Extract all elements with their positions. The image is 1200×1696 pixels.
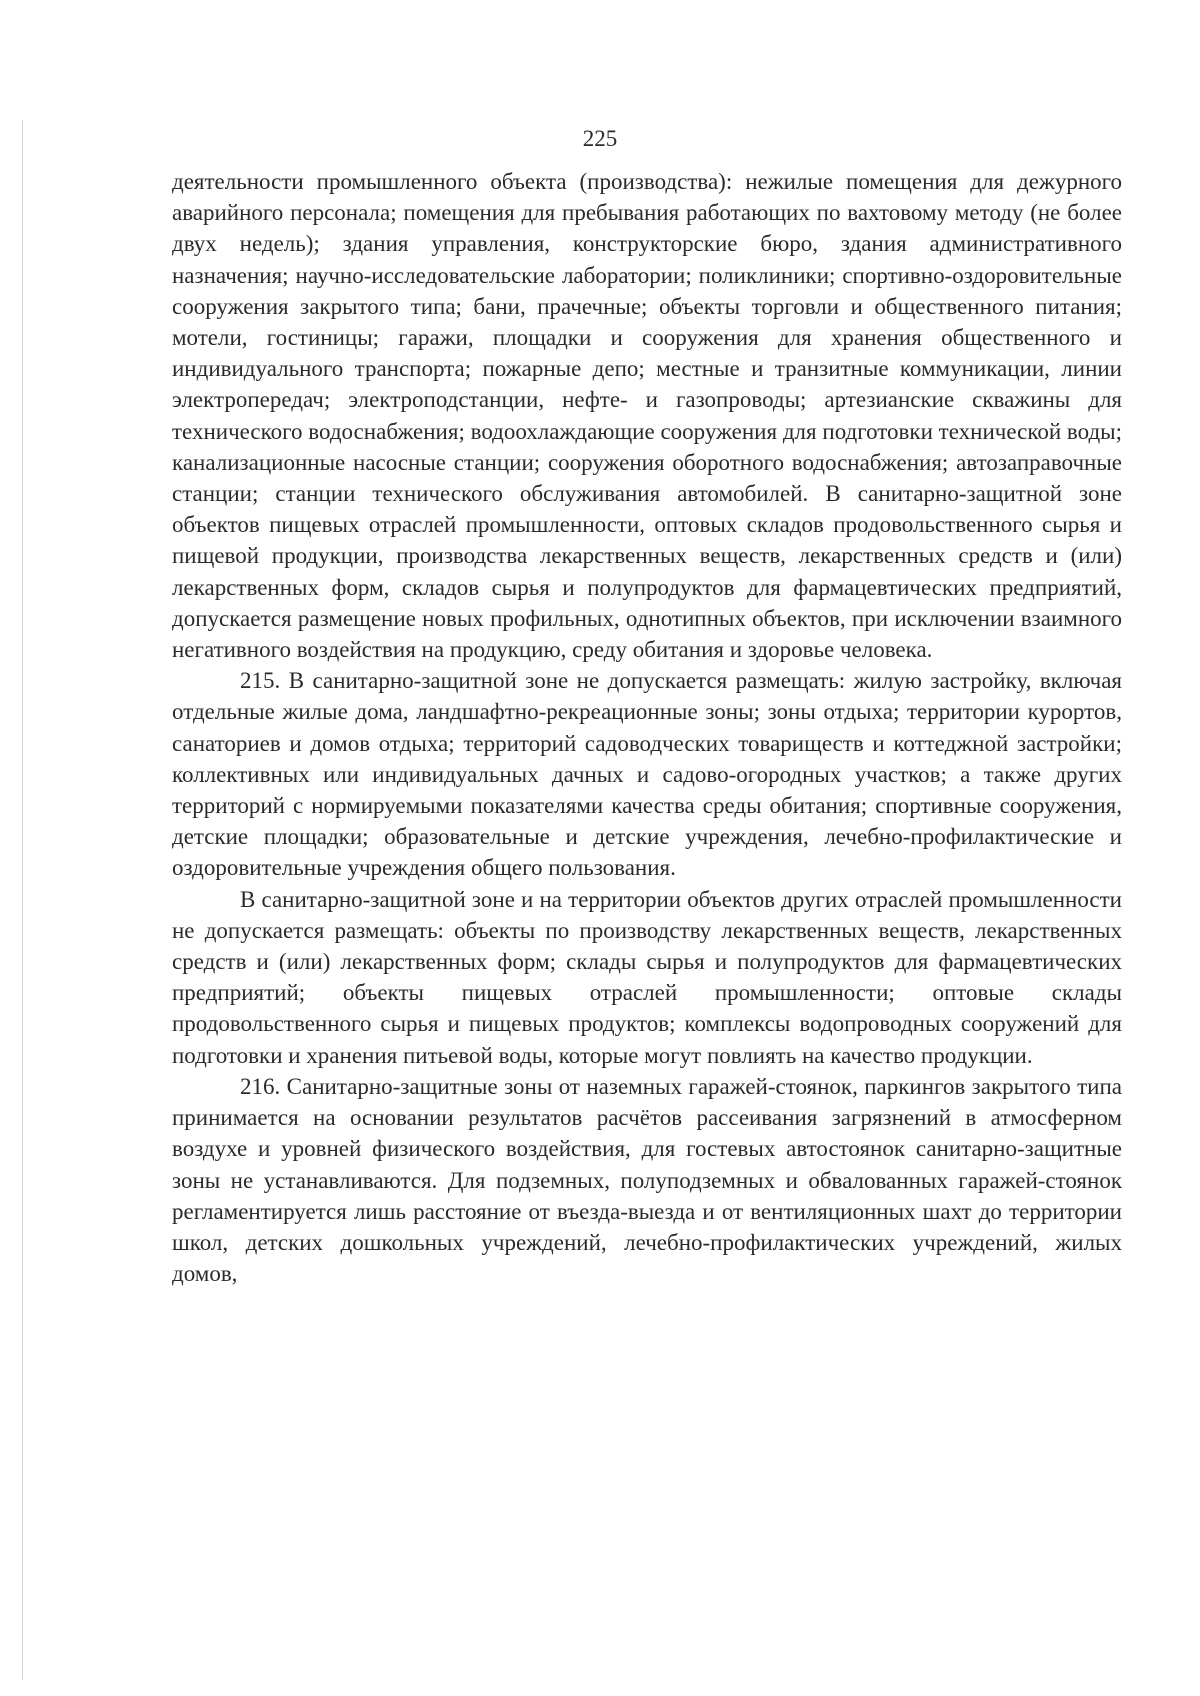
- paragraph-216: 216. Санитарно-защитные зоны от наземных гаражей-стоянок, паркингов закрытого типа принимается на основании результатов расчётов рассеивания загрязнений в атмосферном воздухе и уровней физического воздействия, для гостевых автостоянок санитарно-защитные зоны не устанавливаются. Для подземных, полуподземных и обвалованных гаражей-стоянок регламентируется лишь расстояние от въезда-выезда и от вентиляционных шахт до территории школ, детских дошкольных учреждений, лечебно-профилактических учреждений, жилых домов,: [172, 1073, 1122, 1287]
- document-body: [172, 166, 1122, 1289]
- page-number: 225: [582, 126, 618, 151]
- paragraph-215-continued: В санитарно-защитной зоне и на территории объектов других отраслей промышленности не допускается размещать: объекты по производству лекарственных веществ, лекарственных средств и (или) лекарственных форм; склады сырья и полупродуктов для фармацевтических предприятий; объекты пищевых отраслей промышленности; оптовые склады продовольственного сырья и пищевых продуктов; комплексы водопроводных сооружений для подготовки и хранения питьевой воды, которые могут повлиять на качество продукции.: [172, 886, 1122, 1068]
- scan-edge-line: [22, 120, 23, 1680]
- paragraph-1: деятельности промышленного объекта (производства): нежилые помещения для дежурного аварийного персонала; помещения для пребывания работающих по вахтовому методу (не более двух недель); здания управления, конструкторские бюро, здания административного назначения; научно-исследовательские лаборатории; поликлиники; спортивно-оздоровительные сооружения закрытого типа; бани, прачечные; объекты торговли и общественного питания; мотели, гостиницы; гаражи, площадки и сооружения для хранения общественного и индивидуального транспорта; пожарные депо; местные и транзитные коммуникации, линии электропередач; электроподстанции, нефте- и газопроводы; артезианские скважины для технического водоснабжения; водоохлаждающие сооружения для подготовки технической воды; канализационные насосные станции; сооружения оборотного водоснабжения; автозаправочные станции; станции технического обслуживания автомобилей. В санитарно-защитной зоне объектов пищевых отраслей промышленности, оптовых складов продовольственного сырья и пищевой продукции, производства лекарственных веществ, лекарственных средств и (или) лекарственных форм, складов сырья и полупродуктов для фармацевтических предприятий, допускается размещение новых профильных, однотипных объектов, при исключении взаимного негативного воздействия на продукцию, среду обитания и здоровье человека.: [172, 169, 1122, 663]
- paragraph-215: 215. В санитарно-защитной зоне не допускается размещать: жилую застройку, включая отдельные жилые дома, ландшафтно-рекреационные зоны; зоны отдыха; территории курортов, санаториев и домов отдыха; территорий садоводческих товариществ и коттеджной застройки; коллективных или индивидуальных дачных и садово-огородных участков; а также других территорий с нормируемыми показателями качества среды обитания; спортивные сооружения, детские площадки; образовательные и детские учреждения, лечебно-профилактические и оздоровительные учреждения общего пользования.: [172, 668, 1122, 881]
